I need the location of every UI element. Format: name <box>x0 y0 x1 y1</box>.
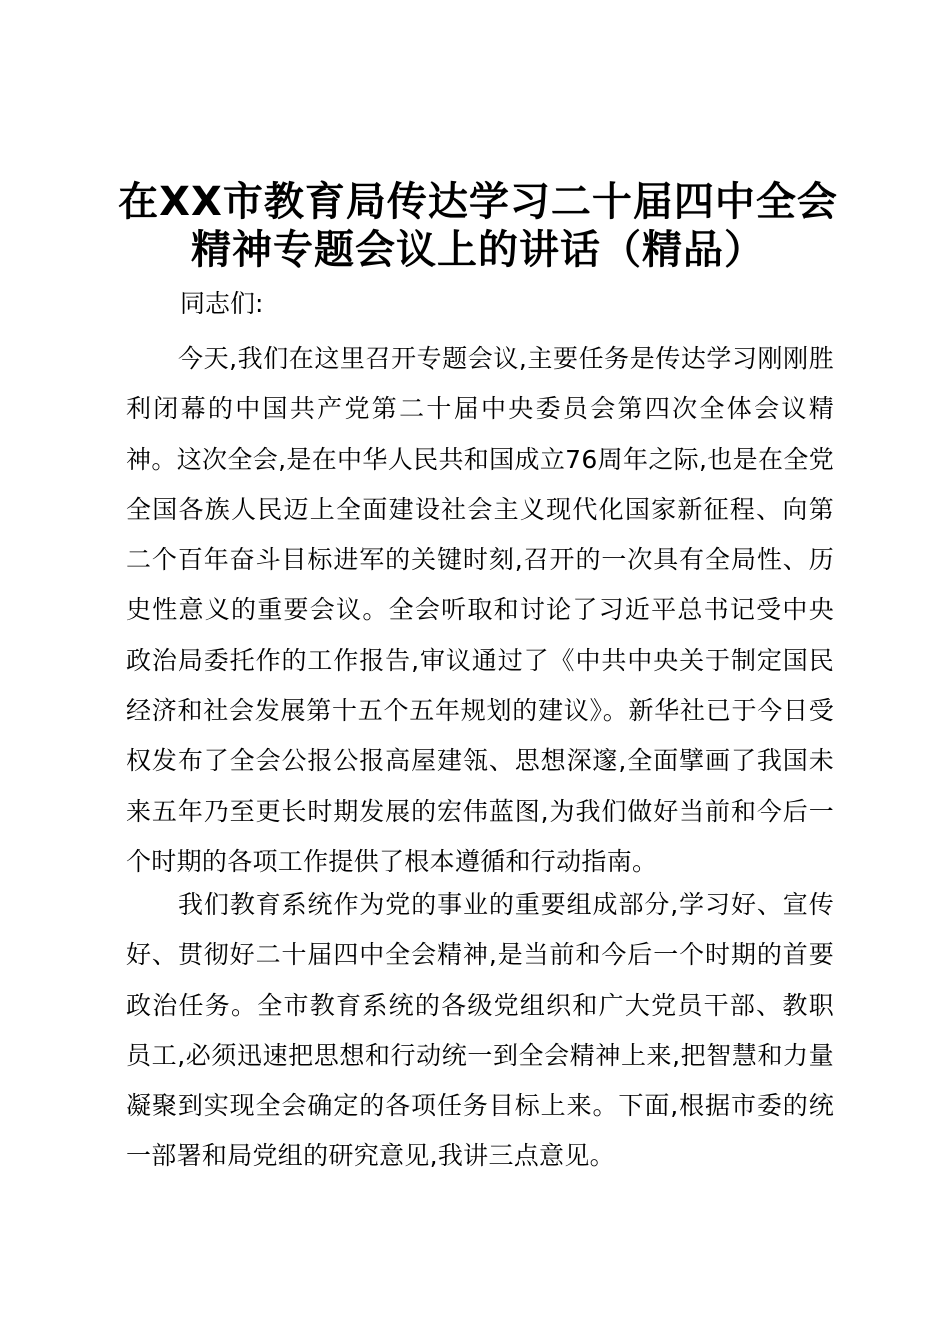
body-paragraph: 今天,我们在这里召开专题会议,主要任务是传达学习刚刚胜利闭幕的中国共产党第二十届中央委员会第四次全体会议精神。这次全会,是在中华人民共和国成立76周年之际,也是在全党全国各族人民迈上全面建设社会主义现代化国家新征程、向第二个百年奋斗目标进军的关键时刻,召开的一次具有全局性、历史性意义的重要会议。全会听取和讨论了习近平总书记受中央政治局委托作的工作报告,审议通过了《中共中央关于制定国民经济和社会发展第十五个五年规划的建议》。新华社已于今日受权发布了全会公报公报高屋建瓴、思想深邃,全面擘画了我国未来五年乃至更长时期发展的宏伟蓝图,为我们做好当前和今后一个时期的各项工作提供了根本遵循和行动指南。 <box>126 344 834 876</box>
salutation: 同志们: <box>180 289 264 318</box>
document-title: 在XX市教育局传达学习二十届四中全会精神专题会议上的讲话（精品） <box>118 179 838 273</box>
body-paragraph: 我们教育系统作为党的事业的重要组成部分,学习好、宣传好、贯彻好二十届四中全会精神,是当前和今后一个时期的首要政治任务。全市教育系统的各级党组织和广大党员干部、教职员工,必须迅速把思想和行动统一到全会精神上来,把智慧和力量凝聚到实现全会确定的各项任务目标上来。下面,根据市委的统一部署和局党组的研究意见,我讲三点意见。 <box>126 890 834 1171</box>
